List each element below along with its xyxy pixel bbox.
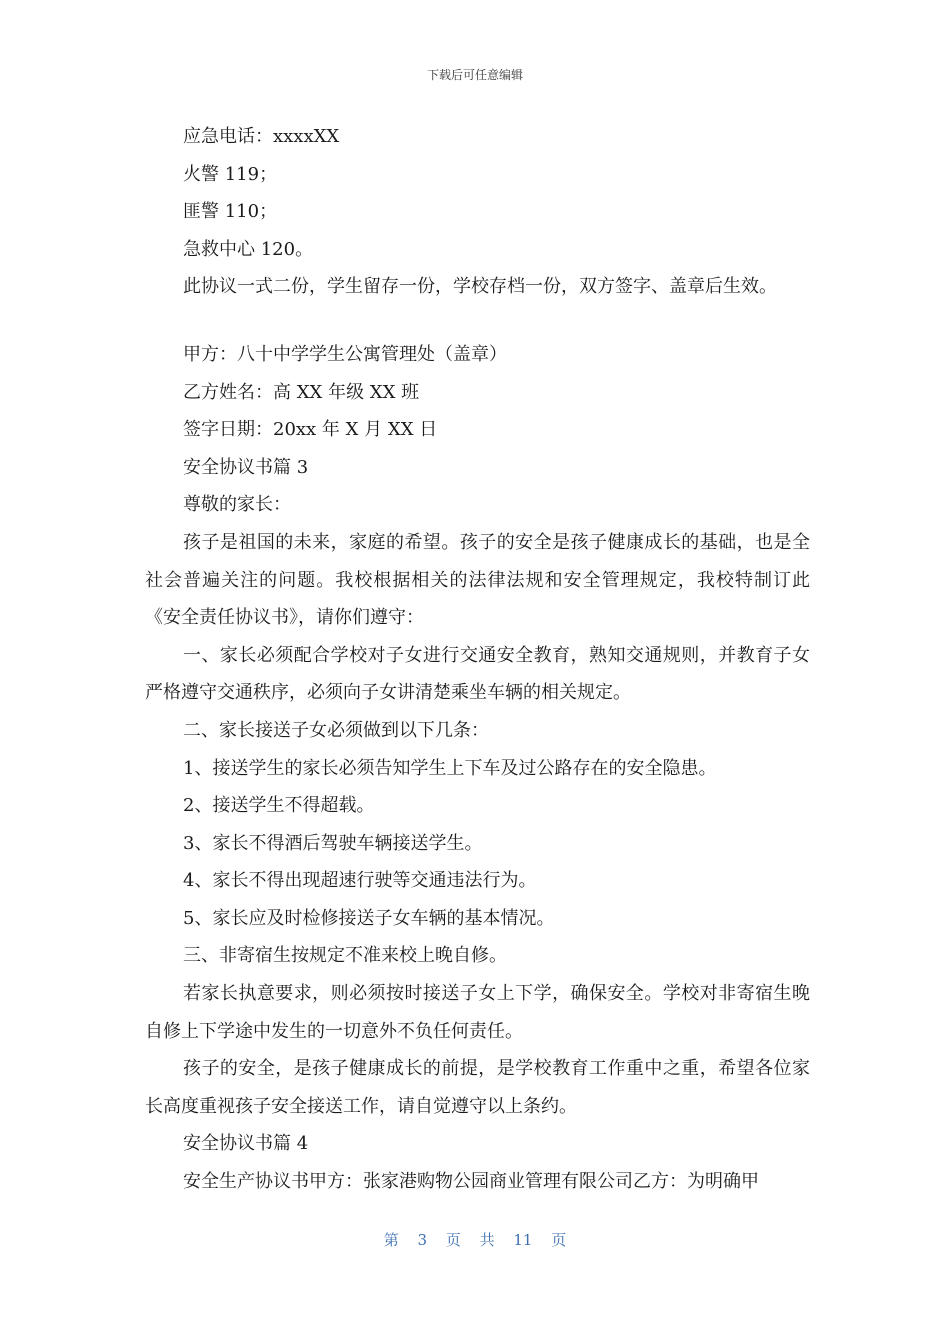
page-number-footer: 第 3 页 共 11 页 xyxy=(383,1231,567,1249)
ambulance-line: 急救中心 120。 xyxy=(183,238,314,260)
sign-date-line: 签字日期：20xx 年 X 月 XX 日 xyxy=(183,419,438,441)
document-body xyxy=(145,118,810,1201)
closing-paragraph: 若家长执意要求，则必须按时接送子女上下学，确保安全。学校对非寄宿生晚自修上下学途中发生的一切意外不负任何责任。 xyxy=(145,983,810,1042)
page-header: 下载后可任意编辑 xyxy=(426,68,523,82)
item2-list-item: 3、家长不得酒后驾驶车辆接送学生。 xyxy=(183,832,483,854)
police-line: 匪警 110； xyxy=(183,201,278,223)
party-a-line: 甲方：八十中学学生公寓管理处（盖章） xyxy=(183,343,507,365)
closing-paragraph: 孩子的安全，是孩子健康成长的前提，是学校教育工作重中之重，希望各位家长高度重视孩子安全接送工作，请自觉遵守以上条约。 xyxy=(145,1058,810,1117)
section4-first-line: 安全生产协议书甲方：张家港购物公园商业管理有限公司乙方：为明确甲 xyxy=(183,1171,759,1193)
item2-list-item: 2、接送学生不得超载。 xyxy=(183,795,375,817)
emergency-phone-line: 应急电话：xxxxXX xyxy=(183,126,340,147)
spacer xyxy=(145,306,810,336)
item2-list-item: 4、家长不得出现超速行驶等交通违法行为。 xyxy=(183,870,537,892)
section3-paragraph: 一、家长必须配合学校对子女进行交通安全教育，熟知交通规则，并教育子女严格遵守交通秩序，必须向子女讲清楚乘坐车辆的相关规定。 xyxy=(145,644,810,704)
section4-title: 安全协议书篇 4 xyxy=(183,1133,309,1155)
item2-list-item: 5、家长应及时检修接送子女车辆的基本情况。 xyxy=(183,907,555,929)
fire-line: 火警 119； xyxy=(183,163,278,185)
party-b-line: 乙方姓名：高 XX 年级 XX 班 xyxy=(183,381,420,403)
item3-title: 三、非寄宿生按规定不准来校上晚自修。 xyxy=(183,945,507,967)
section3-title: 安全协议书篇 3 xyxy=(183,456,309,478)
section3-greeting: 尊敬的家长： xyxy=(183,494,291,516)
agreement-note: 此协议一式二份，学生留存一份，学校存档一份，双方签字、盖章后生效。 xyxy=(183,276,777,298)
item2-list-item: 1、接送学生的家长必须告知学生上下车及过公路存在的安全隐患。 xyxy=(183,757,717,779)
item2-title: 二、家长接送子女必须做到以下几条： xyxy=(183,719,489,741)
section3-paragraph: 孩子是祖国的未来，家庭的希望。孩子的安全是孩子健康成长的基础，也是全社会普遍关注的问题。我校根据相关的法律法规和安全管理规定，我校特制订此《安全责任协议书》，请你们遵守： xyxy=(145,531,810,629)
